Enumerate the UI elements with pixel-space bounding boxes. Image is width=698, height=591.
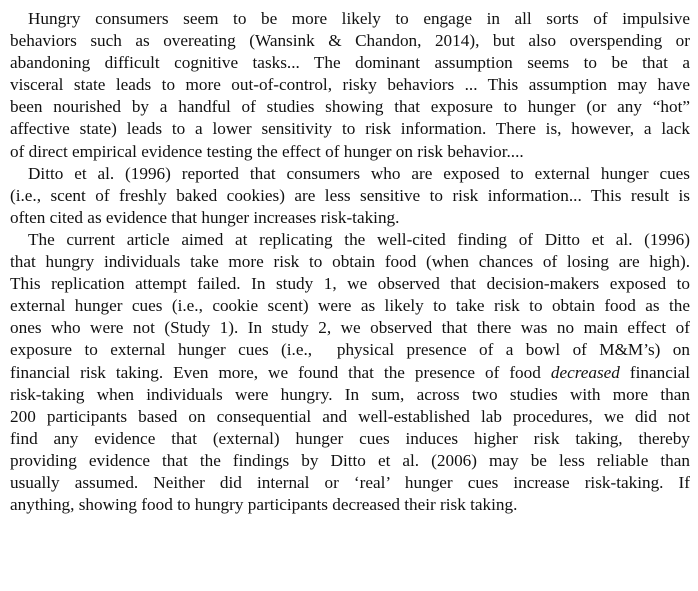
- text-line: external hunger cues (i.e., cookie scent) were as likely to take risk to obtain food as the: [10, 296, 690, 316]
- text-line: abandoning difficult cognitive tasks... The dominant assumption seems to be that a: [10, 53, 690, 73]
- paragraph-1: [10, 8, 690, 163]
- text-line: 200 participants based on consequential and well-established lab procedures, we did not: [10, 406, 690, 426]
- text-line: behaviors such as overeating (Wansink & Chandon, 2014), but also overspending or: [10, 31, 690, 51]
- text-line: find any evidence that (external) hunger cues induces higher risk taking, thereby: [10, 428, 690, 448]
- text-line: (i.e., scent of freshly baked cookies) are less sensitive to risk information... This result is: [10, 185, 690, 205]
- text-line-with-emphasis: [10, 362, 690, 384]
- text-line: visceral state leads to more out-of-control, risky behaviors ... This assumption may have: [10, 75, 690, 95]
- text-line: been nourished by a handful of studies showing that exposure to hunger (or any “hot”: [10, 97, 690, 117]
- paragraph-2: [10, 163, 690, 229]
- text-line: The current article aimed at replicating the well-cited finding of Ditto et al. (1996): [28, 229, 690, 249]
- text-line: exposure to external hunger cues (i.e., physical presence of a bowl of M&M’s) on: [10, 340, 690, 360]
- text-segment: financial risk taking. Even more, we found that the presence of food: [10, 362, 551, 382]
- text-line: usually assumed. Neither did internal or ‘real’ hunger cues increase risk-taking. If: [10, 472, 690, 492]
- text-line: ones who were not (Study 1). In study 2, we observed that there was no main effect of: [10, 318, 690, 338]
- text-segment: financial: [619, 362, 691, 382]
- text-line: anything, showing food to hungry participants decreased their risk taking.: [10, 495, 518, 515]
- text-line: that hungry individuals take more risk to obtain food (when chances of losing are high).: [10, 252, 690, 272]
- text-line: providing evidence that the findings by Ditto et al. (2006) may be less reliable than: [10, 450, 690, 470]
- text-line: risk-taking when individuals were hungry. In sum, across two studies with more than: [10, 384, 690, 404]
- paragraph-3: [10, 229, 690, 516]
- abstract-text-block: [10, 8, 690, 516]
- text-line: affective state) leads to a lower sensitivity to risk information. There is, however, a lack: [10, 119, 690, 139]
- text-line: Ditto et al. (1996) reported that consumers who are exposed to external hunger cues: [28, 163, 690, 183]
- text-line: This replication attempt failed. In study 1, we observed that decision-makers exposed to: [10, 274, 690, 294]
- text-line: often cited as evidence that hunger increases risk-taking.: [10, 207, 400, 227]
- text-line: Hungry consumers seem to be more likely to engage in all sorts of impulsive: [28, 9, 690, 28]
- text-line: of direct empirical evidence testing the effect of hunger on risk behavior....: [10, 141, 524, 161]
- emphasized-word: decreased: [550, 362, 620, 382]
